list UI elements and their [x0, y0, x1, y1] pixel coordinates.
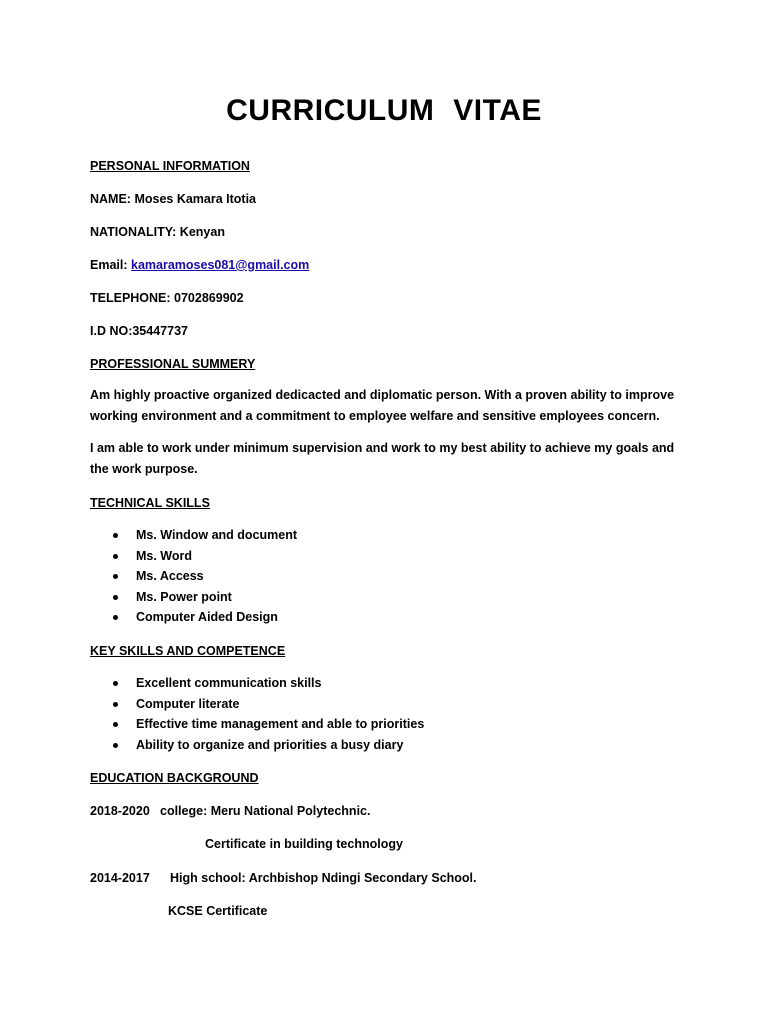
key-skills-list — [90, 673, 424, 755]
list-item-text: Computer Aided Design — [136, 610, 278, 624]
list-item — [90, 525, 297, 546]
education-years: 2018-2020 — [90, 804, 150, 818]
list-item-text: Ms. Window and document — [136, 528, 297, 542]
list-item-text: Effective time management and able to priorities — [136, 717, 425, 731]
document-title: CURRICULUM VITAE — [226, 94, 542, 127]
bullet-icon — [113, 615, 118, 620]
professional-summary-heading: PROFESSIONAL SUMMERY — [90, 357, 256, 371]
list-item — [90, 607, 297, 628]
bullet-icon — [113, 702, 118, 707]
email-label: Email: — [90, 258, 131, 272]
list-item — [90, 587, 297, 608]
list-item — [90, 694, 424, 715]
bullet-icon — [113, 722, 118, 727]
list-item-text: Computer literate — [136, 696, 240, 711]
summary-paragraph-2: I am able to work under minimum supervision and work to my best ability to achieve my goals and the work purpose. — [90, 441, 675, 476]
email-link[interactable]: kamaramoses081@gmail.com — [131, 258, 310, 272]
list-item — [90, 566, 297, 587]
education-institution: High school: Archbishop Ndingi Secondary School. — [170, 871, 477, 885]
bullet-icon — [113, 595, 118, 600]
list-item-text: Ms. Power point — [136, 589, 232, 604]
technical-skills-heading: TECHNICAL SKILLS — [90, 496, 210, 510]
education-award-1: Certificate in building technology — [205, 837, 403, 851]
bullet-icon — [113, 533, 118, 538]
list-item — [90, 673, 424, 694]
list-item — [90, 735, 424, 756]
list-item-text: Ability to organize and priorities a busy diary — [136, 737, 404, 752]
key-skills-heading: KEY SKILLS AND COMPETENCE — [90, 644, 286, 658]
bullet-icon — [113, 743, 118, 748]
bullet-icon — [113, 574, 118, 579]
education-heading: EDUCATION BACKGROUND — [90, 771, 259, 785]
personal-info-heading: PERSONAL INFORMATION — [90, 159, 250, 173]
nationality-line: NATIONALITY: Kenyan — [90, 225, 225, 239]
technical-skills-list — [90, 525, 297, 628]
bullet-icon — [113, 681, 118, 686]
list-item — [90, 714, 424, 735]
name-line: NAME: Moses Kamara Itotia — [90, 192, 257, 206]
email-line — [90, 256, 309, 274]
education-years: 2014-2017 — [90, 871, 150, 885]
education-entry-2 — [90, 869, 477, 887]
education-award-2: KCSE Certificate — [168, 904, 268, 918]
id-number-line: I.D NO:35447737 — [90, 324, 188, 338]
education-institution: college: Meru National Polytechnic. — [160, 804, 371, 818]
telephone-line: TELEPHONE: 0702869902 — [90, 291, 244, 305]
summary-paragraph-1: Am highly proactive organized dedicacted and diplomatic person. With a proven ability to improve working environment and a commitment to employee welfare and sensitive employees concern. — [90, 388, 675, 423]
list-item-text: Excellent communication skills — [136, 676, 322, 690]
list-item-text: Ms. Access — [136, 569, 204, 583]
list-item — [90, 546, 297, 567]
list-item-text: Ms. Word — [136, 548, 193, 563]
bullet-icon — [113, 554, 118, 559]
education-entry-1 — [90, 802, 370, 820]
